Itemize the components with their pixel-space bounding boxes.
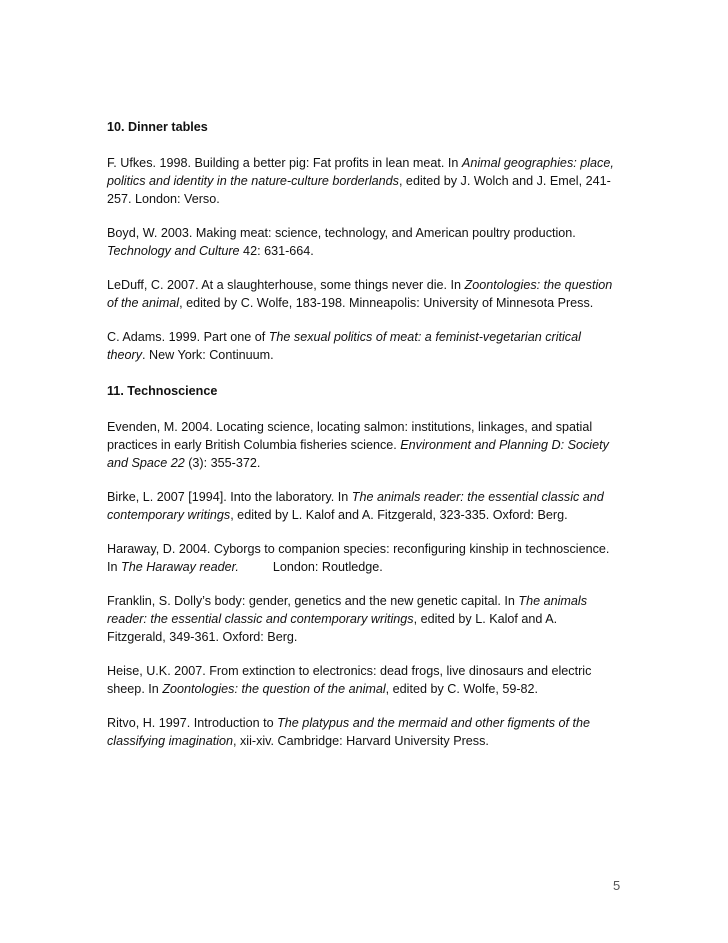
section-heading: 11. Technoscience [107,384,218,398]
reference-title: Zoontologies: the question of the animal [162,682,386,696]
reference-text: Ritvo, H. 1997. Introduction to [107,716,278,730]
reference-text: LeDuff, C. 2007. At a slaughterhouse, some things never die. In [107,278,465,292]
reference-text: , edited by J. Wolch and J. Emel, 241-257. London: Verso. [107,174,611,206]
section-technoscience [107,382,617,750]
reference-text: Evenden, M. 2004. Locating science, locating salmon: institutions, linkages, and spatial practices in early British Columbia fisheries science. [107,420,593,452]
reference-entry [107,154,617,208]
reference-title: The sexual politics of meat: a feminist-vegetarian critical theory [107,330,581,362]
reference-text: Boyd, W. 2003. Making meat: science, technology, and American poultry production. [107,226,576,240]
reference-entry [107,276,617,312]
reference-title: Zoontologies: the question of the animal [107,278,613,310]
reference-entry [107,540,617,576]
reference-entry [107,714,617,750]
reference-title: Environment and Planning D: Society and Space 22 [107,438,609,470]
reference-text: Birke, L. 2007 [1994]. Into the laboratory. In [107,490,352,504]
section-dinner-tables [107,118,617,364]
reference-text: Haraway, D. 2004. Cyborgs to companion species: reconfiguring kinship in technoscience. In [107,542,610,574]
reference-title: The animals reader: the essential classic and contemporary writings [107,490,604,522]
reference-text: Franklin, S. Dolly’s body: gender, genetics and the new genetic capital. In [107,594,519,608]
reference-text: , xii-xiv. Cambridge: Harvard University Press. [233,734,489,748]
reference-text: , edited by C. Wolfe, 59-82. [385,682,539,696]
reference-text: 42: 631-664. [239,244,314,258]
reference-text: London: Routledge. [272,560,383,574]
reference-text: , edited by L. Kalof and A. Fitzgerald, 349-361. Oxford: Berg. [107,612,558,644]
reference-entry [107,662,617,698]
reference-entry [107,488,617,524]
reference-text: Heise, U.K. 2007. From extinction to electronics: dead frogs, live dinosaurs and electric sheep. In [107,664,592,696]
reference-text: F. Ufkes. 1998. Building a better pig: Fat profits in lean meat. In [107,156,462,170]
reading-list-body [107,118,617,766]
reference-entry [107,592,617,646]
reference-text: C. Adams. 1999. Part one of [107,330,269,344]
reference-text: , edited by C. Wolfe, 183-198. Minneapolis: University of Minnesota Press. [179,296,594,310]
reference-title: The animals reader: the essential classic and contemporary writings [107,594,588,626]
section-heading: 10. Dinner tables [107,120,208,134]
page-number: 5 [613,878,621,893]
reference-title: Technology and Culture [107,244,240,258]
reference-title: The Haraway reader. [121,560,239,574]
reference-entry [107,418,617,472]
reference-entry [107,224,617,260]
reference-entry [107,328,617,364]
reference-title: Animal geographies: place, politics and identity in the nature-culture borderlands [107,156,614,188]
reference-text: (3): 355-372. [184,456,261,470]
reference-text: , edited by L. Kalof and A. Fitzgerald, 323-335. Oxford: Berg. [230,508,568,522]
reference-text: . New York: Continuum. [142,348,274,362]
reference-title: The platypus and the mermaid and other figments of the classifying imagination [107,716,591,748]
